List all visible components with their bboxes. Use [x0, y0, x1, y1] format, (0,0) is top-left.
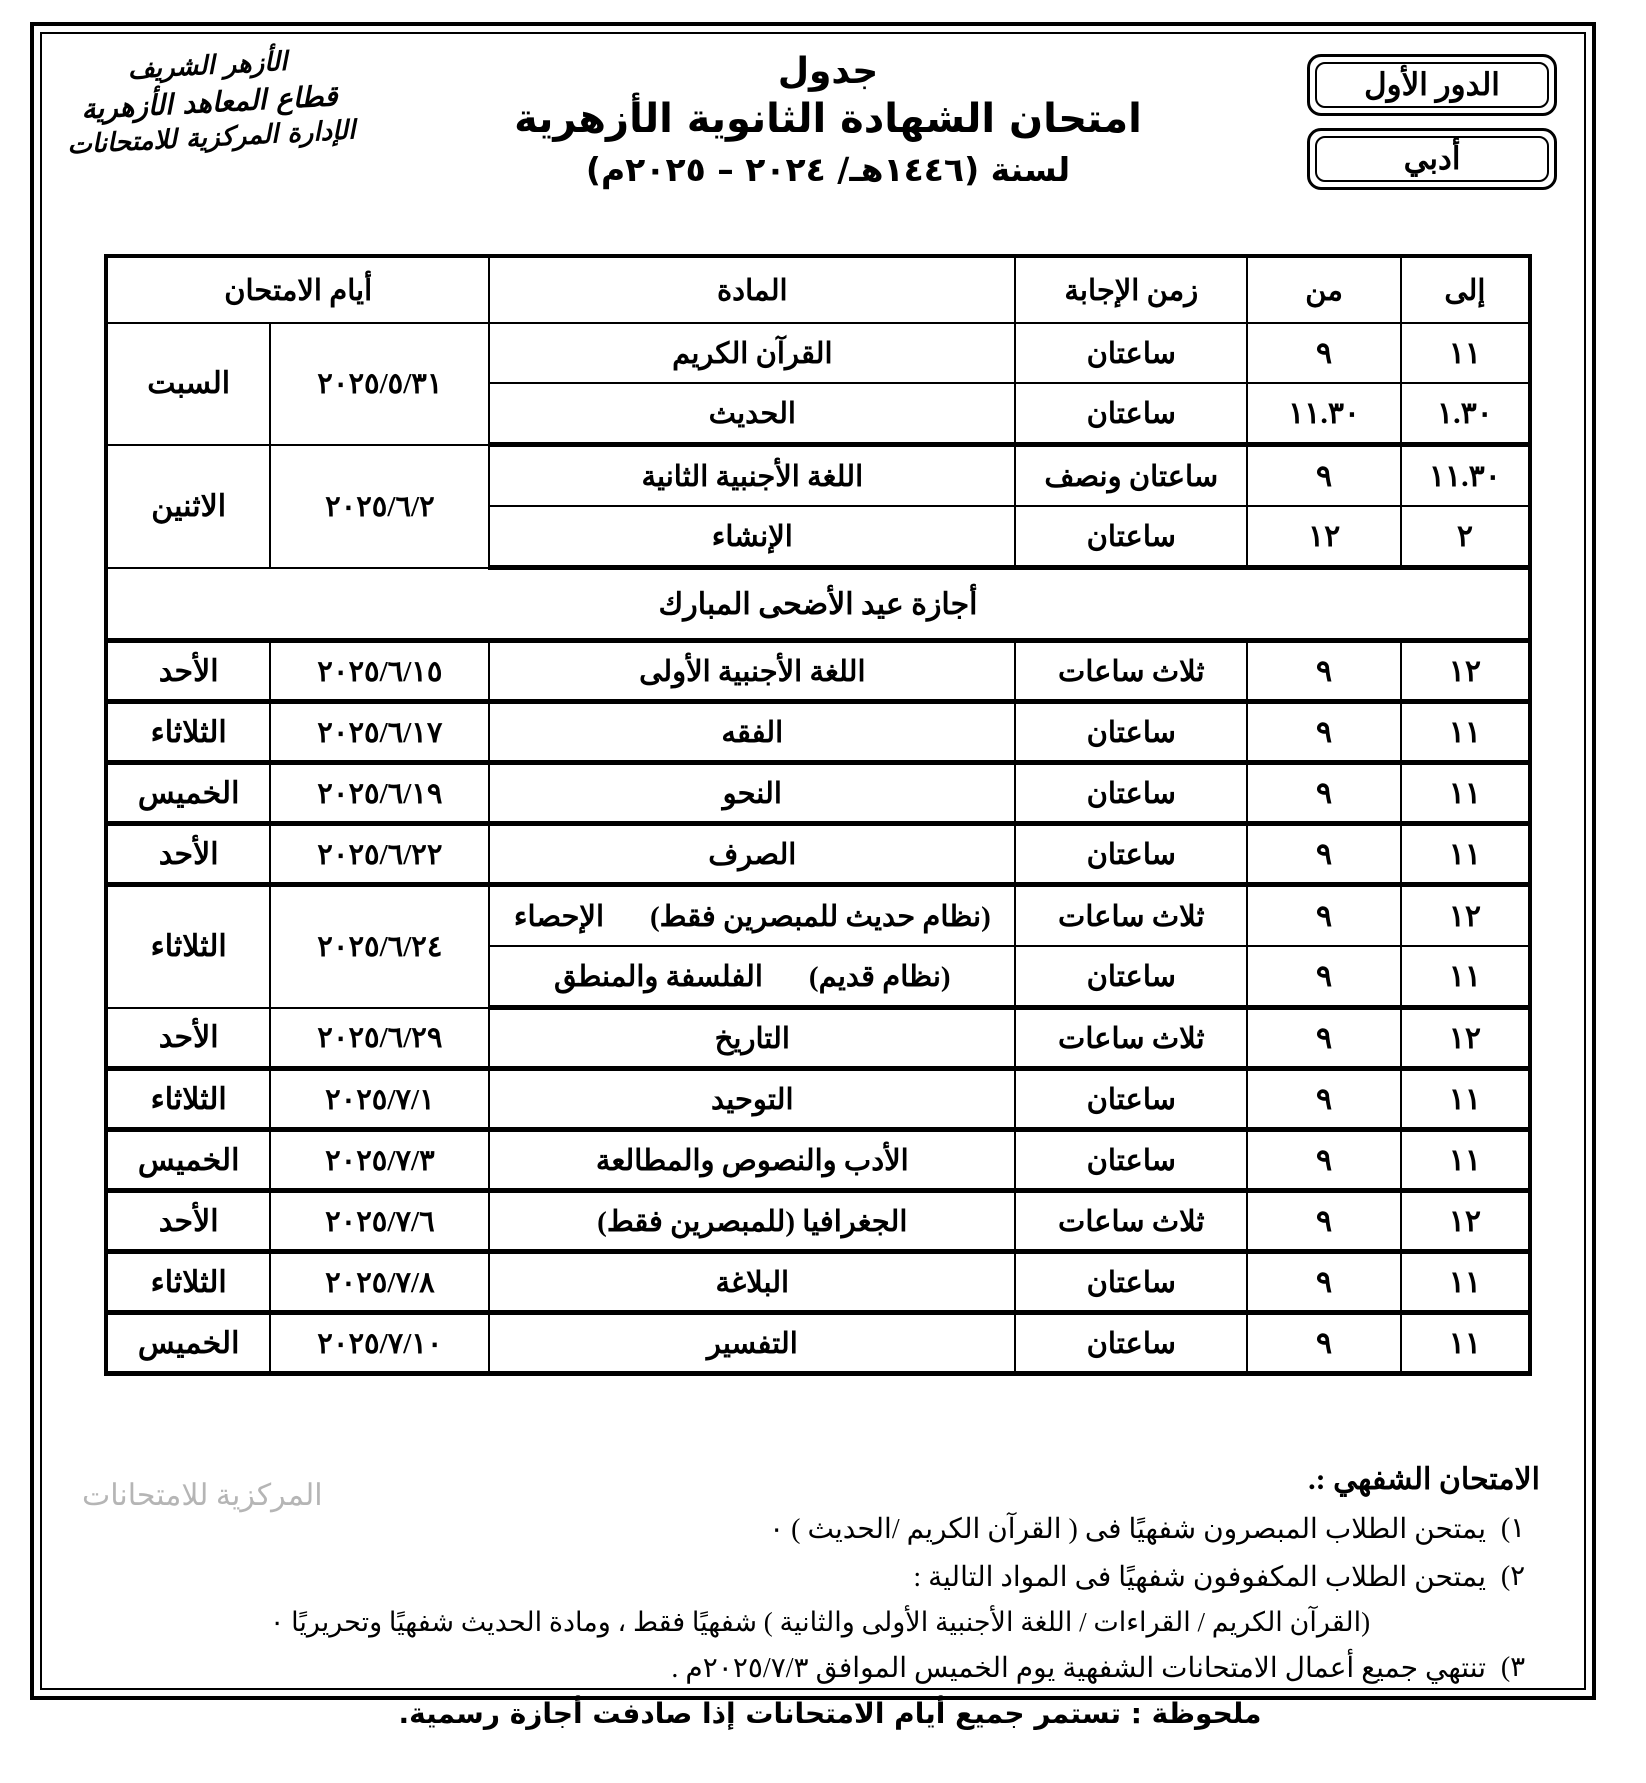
exam-schedule-table-wrapper	[104, 254, 1532, 1376]
col-header-duration: زمن الإجابة	[1015, 256, 1247, 323]
cell-time-to: ١١	[1401, 702, 1530, 763]
cell-duration: ساعتان	[1015, 946, 1247, 1008]
cell-subject: الصرف	[489, 824, 1015, 885]
cell-time-to: ١١	[1401, 1130, 1530, 1191]
cell-subject: الجغرافيا (للمبصرين فقط)	[489, 1191, 1015, 1252]
cell-duration: ساعتان	[1015, 323, 1247, 383]
cell-time-from: ٩	[1247, 1191, 1400, 1252]
cell-exam-date: ٢٠٢٥/٥/٣١	[270, 323, 489, 445]
table-row	[106, 1008, 1530, 1069]
cell-exam-day: الأحد	[106, 641, 270, 702]
cell-duration: ساعتان ونصف	[1015, 445, 1247, 507]
cell-time-from: ٩	[1247, 824, 1400, 885]
table-row	[106, 1252, 1530, 1313]
cell-time-from: ٩	[1247, 763, 1400, 824]
cell-subject: البلاغة	[489, 1252, 1015, 1313]
badge-track-label: أدبي	[1403, 141, 1461, 176]
cell-time-from: ٩	[1247, 445, 1400, 507]
cell-exam-day: الثلاثاء	[106, 702, 270, 763]
cell-time-to: ١١	[1401, 763, 1530, 824]
title-subtitle: امتحان الشهادة الثانوية الأزهرية	[514, 96, 1142, 142]
cell-time-to: ١٢	[1401, 1191, 1530, 1252]
table-row	[106, 885, 1530, 947]
cell-time-to: ١٢	[1401, 885, 1530, 947]
footnote-item-3	[60, 1650, 1540, 1688]
cell-duration: ساعتان	[1015, 824, 1247, 885]
cell-exam-day: الخميس	[106, 1313, 270, 1374]
cell-exam-day: الثلاثاء	[106, 1069, 270, 1130]
table-row	[106, 1069, 1530, 1130]
table-head	[106, 256, 1530, 323]
cell-subject: التاريخ	[489, 1008, 1015, 1069]
cell-subject: الإنشاء	[489, 506, 1015, 568]
cell-time-to: ١١	[1401, 323, 1530, 383]
table-row	[106, 323, 1530, 383]
cell-duration: ساعتان	[1015, 1069, 1247, 1130]
logo-line-2: قطاع المعاهد الأزهرية	[80, 78, 339, 126]
cell-time-to: ١١	[1401, 1313, 1530, 1374]
footnote-text-1: يمتحن الطلاب المبصرون شفهيًا فى ( القرآن الكريم /الحديث ) ٠	[769, 1514, 1486, 1545]
cell-exam-date: ٢٠٢٥/٦/٢٩	[270, 1008, 489, 1069]
cell-duration: ساعتان	[1015, 702, 1247, 763]
cell-exam-date: ٢٠٢٥/٧/٣	[270, 1130, 489, 1191]
table-row	[106, 445, 1530, 507]
cell-time-to: ١٢	[1401, 1008, 1530, 1069]
cell-duration: ساعتان	[1015, 1130, 1247, 1191]
cell-exam-date: ٢٠٢٥/٦/١٥	[270, 641, 489, 702]
cell-subject: النحو	[489, 763, 1015, 824]
table-row	[106, 641, 1530, 702]
cell-time-from: ٩	[1247, 323, 1400, 383]
footnote-number-2: ٢)	[1500, 1560, 1526, 1592]
cell-exam-day: الاثنين	[106, 445, 270, 568]
cell-time-from: ٩	[1247, 641, 1400, 702]
cell-exam-date: ٢٠٢٥/٧/٨	[270, 1252, 489, 1313]
table-header-row	[106, 256, 1530, 323]
title-year: لسنة (١٤٤٦هـ/ ٢٠٢٤ – ٢٠٢٥م)	[585, 150, 1071, 189]
cell-exam-day: السبت	[106, 323, 270, 445]
cell-duration: ثلاث ساعات	[1015, 1191, 1247, 1252]
cell-exam-date: ٢٠٢٥/٦/٢	[270, 445, 489, 568]
document-header	[44, 36, 1582, 236]
cell-time-to: ١١	[1401, 824, 1530, 885]
footnote-item-2	[60, 1559, 1540, 1597]
footnote-item-1	[60, 1511, 1540, 1549]
badge-track	[1307, 128, 1557, 190]
footnote-text-2: يمتحن الطلاب المكفوفون شفهيًا فى المواد التالية :	[913, 1561, 1486, 1593]
cell-duration: ثلاث ساعات	[1015, 1008, 1247, 1069]
cell-time-from: ٩	[1247, 702, 1400, 763]
cell-time-from: ٩	[1247, 946, 1400, 1008]
cell-time-from: ٩	[1247, 1252, 1400, 1313]
header-badges	[1282, 36, 1582, 190]
table-row	[106, 1313, 1530, 1374]
cell-exam-day: الثلاثاء	[106, 1252, 270, 1313]
cell-exam-date: ٢٠٢٥/٧/٦	[270, 1191, 489, 1252]
footnote-text-3: تنتهي جميع أعمال الامتحانات الشفهية يوم الخميس الموافق ٢٠٢٥/٧/٣م .	[671, 1652, 1486, 1684]
cell-subject: التوحيد	[489, 1069, 1015, 1130]
cell-subject: اللغة الأجنبية الأولى	[489, 641, 1015, 702]
cell-subject-name: الإحصاء	[513, 900, 605, 933]
azhar-logo	[41, 27, 377, 162]
cell-exam-date: ٢٠٢٥/٦/٢٤	[270, 885, 489, 1008]
cell-time-to: ١١	[1401, 1252, 1530, 1313]
exam-schedule-table	[104, 254, 1532, 1376]
cell-exam-day: الأحد	[106, 1191, 270, 1252]
cell-exam-day: الأحد	[106, 1008, 270, 1069]
cell-subject-note: (نظام حديث للمبصرين فقط)	[650, 900, 991, 933]
table-row	[106, 763, 1530, 824]
col-header-subject: المادة	[489, 256, 1015, 323]
cell-duration: ساعتان	[1015, 383, 1247, 445]
table-row	[106, 1130, 1530, 1191]
cell-exam-date: ٢٠٢٥/٧/١٠	[270, 1313, 489, 1374]
badge-round-label: الدور الأول	[1364, 67, 1500, 102]
cell-time-to: ٢	[1401, 506, 1530, 568]
logo-line-3: الإدارة المركزية للامتحانات	[66, 114, 356, 160]
cell-duration: ثلاث ساعات	[1015, 885, 1247, 947]
cell-duration: ثلاث ساعات	[1015, 641, 1247, 702]
cell-time-from: ٩	[1247, 1069, 1400, 1130]
cell-subject: القرآن الكريم	[489, 323, 1015, 383]
cell-subject-note: (نظام قديم)	[808, 960, 951, 993]
cell-time-from: ٩	[1247, 885, 1400, 947]
cell-time-from: ٩	[1247, 1008, 1400, 1069]
cell-subject	[489, 885, 1015, 947]
cell-exam-date: ٢٠٢٥/٧/١	[270, 1069, 489, 1130]
cell-subject-name: الفلسفة والمنطق	[554, 960, 763, 993]
cell-subject: الحديث	[489, 383, 1015, 445]
holiday-row	[106, 568, 1530, 641]
cell-subject: اللغة الأجنبية الثانية	[489, 445, 1015, 507]
cell-time-to: ١١.٣٠	[1401, 445, 1530, 507]
footnotes-title: الامتحان الشفهي :.	[1308, 1463, 1540, 1496]
title-main: جدول	[777, 51, 879, 92]
col-header-exam-days: أيام الامتحان	[106, 256, 489, 323]
cell-duration: ساعتان	[1015, 763, 1247, 824]
cell-time-from: ١٢	[1247, 506, 1400, 568]
table-row	[106, 824, 1530, 885]
footnote-number-3: ٣)	[1500, 1651, 1526, 1683]
cell-subject: التفسير	[489, 1313, 1015, 1374]
footnote-final-remark: ملحوظة : تستمر جميع أيام الامتحانات إذا صادفت أجازة رسمية.	[398, 1697, 1262, 1731]
cell-duration: ساعتان	[1015, 1313, 1247, 1374]
table-body	[106, 323, 1530, 1374]
cell-exam-day: الخميس	[106, 763, 270, 824]
col-header-to: إلى	[1401, 256, 1530, 323]
cell-exam-day: الأحد	[106, 824, 270, 885]
watermark-text: المركزية للامتحانات	[82, 1479, 323, 1512]
footnote-number-1: ١)	[1500, 1513, 1526, 1544]
table-row	[106, 702, 1530, 763]
logo-line-1: الأزهر الشريف	[127, 46, 288, 86]
cell-subject: الأدب والنصوص والمطالعة	[489, 1130, 1015, 1191]
cell-subject: الفقه	[489, 702, 1015, 763]
cell-duration: ساعتان	[1015, 1252, 1247, 1313]
cell-holiday: أجازة عيد الأضحى المبارك	[106, 568, 1530, 641]
cell-time-to: ١٢	[1401, 641, 1530, 702]
cell-duration: ساعتان	[1015, 506, 1247, 568]
cell-subject	[489, 946, 1015, 1008]
footnotes-section	[60, 1462, 1540, 1730]
cell-time-from: ٩	[1247, 1313, 1400, 1374]
cell-exam-date: ٢٠٢٥/٦/١٩	[270, 763, 489, 824]
cell-time-from: ٩	[1247, 1130, 1400, 1191]
badge-round	[1307, 54, 1557, 116]
cell-exam-day: الخميس	[106, 1130, 270, 1191]
cell-exam-date: ٢٠٢٥/٦/٢٢	[270, 824, 489, 885]
page-title	[374, 36, 1282, 189]
cell-time-to: ١١	[1401, 1069, 1530, 1130]
cell-exam-day: الثلاثاء	[106, 885, 270, 1008]
cell-time-to: ١١	[1401, 946, 1530, 1008]
col-header-from: من	[1247, 256, 1400, 323]
cell-time-from: ١١.٣٠	[1247, 383, 1400, 445]
footnote-subjects-line: (القرآن الكريم / القراءات / اللغة الأجنبية الأولى والثانية ) شفهيًا فقط ، ومادة الحديث شفهيًا وتحريريًا ٠	[269, 1606, 1371, 1637]
cell-exam-date: ٢٠٢٥/٦/١٧	[270, 702, 489, 763]
cell-time-to: ١.٣٠	[1401, 383, 1530, 445]
table-row	[106, 1191, 1530, 1252]
